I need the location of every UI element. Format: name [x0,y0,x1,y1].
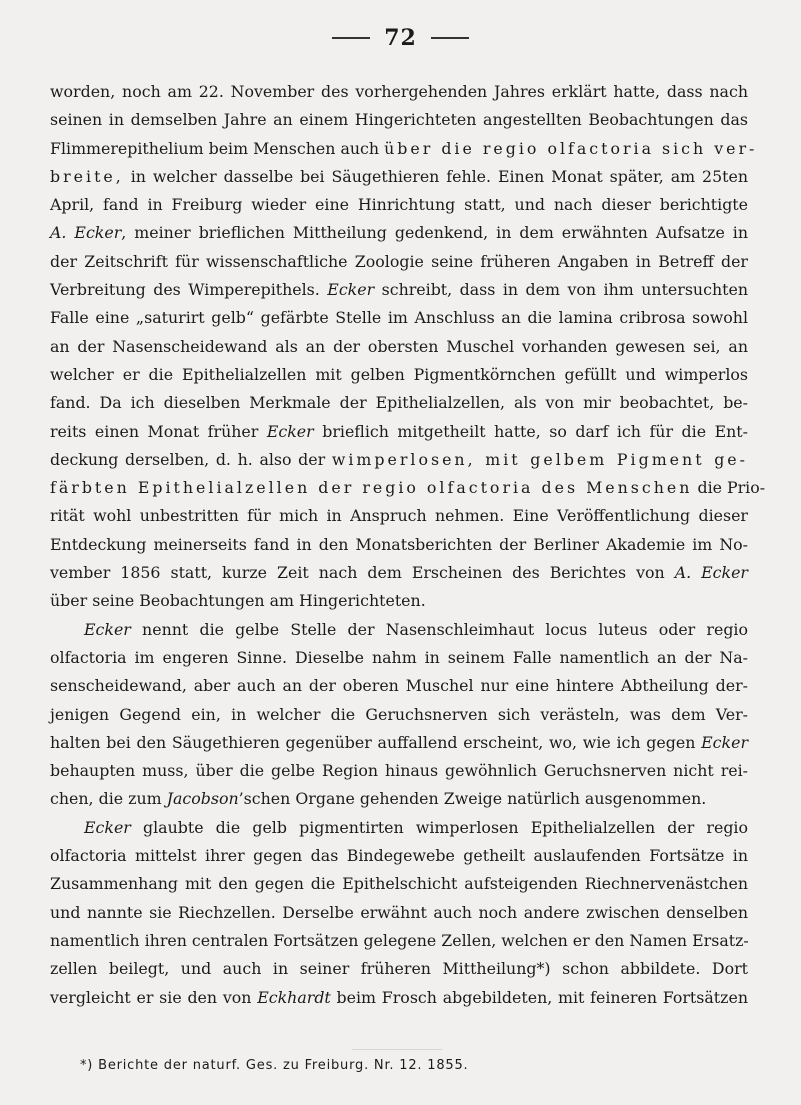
text-line [50,814,748,842]
italic-name: A. Ecker [50,223,122,243]
italic-name: Ecker [327,280,375,300]
text-line [50,333,748,361]
text-line [50,361,748,389]
text-line [50,587,748,615]
body-text [50,78,766,1012]
text-line [50,531,748,559]
text-line [50,955,748,983]
text-segment: halten bei den Säugethieren gegenüber auffallend erscheint, wo, wie ich gegen [50,732,702,752]
text-line [50,559,748,587]
italic-name: Eckhardt [257,987,331,1007]
text-line [50,842,748,870]
spaced-emphasis: über die regio olfactoria sich ver- [384,138,758,158]
text-segment: Verbreitung des Wimperepithels. [50,280,328,300]
text-line [50,502,748,530]
text-line [50,163,748,191]
italic-name: A. Ecker [674,563,748,583]
page-number: 72 [384,25,417,51]
text-segment: worden, noch am 22. November des vorhergehenden Jahres erklärt hatte, dass nach [50,82,748,101]
text-segment: nennt die gelbe Stelle der Nasenschleimhaut locus luteus oder regio [130,619,748,639]
text-line [50,304,748,332]
spaced-emphasis: breite, [50,166,124,186]
page-header [0,20,801,56]
italic-name: Ecker [84,619,131,639]
text-line [50,701,748,729]
text-line [50,446,748,474]
header-rule-right [431,37,469,39]
text-line [50,389,748,417]
text-segment: , meiner brieflichen Mittheilung gedenkend, in dem erwähnten Aufsatze in [121,223,748,243]
text-segment: rität wohl unbestritten für mich in Anspruch nehmen. Eine Veröffentlichung dieser [50,506,748,526]
header-rule-left [332,37,370,39]
text-segment: ’schen Organe gehenden Zweige natürlich ausgenommen. [238,789,707,809]
text-line [50,616,748,644]
text-segment: behaupten muss, über die gelbe Region hinaus gewöhnlich Geruchsnerven nicht rei- [50,761,748,781]
text-segment: und nannte sie Riechzellen. Derselbe erwähnt auch noch andere zwischen denselben [50,902,748,922]
text-line [50,644,748,672]
spaced-emphasis: färbten Epithelialzellen der regio olfactoria des Menschen [50,478,693,498]
text-line [50,106,748,134]
text-segment: an der Nasenscheidewand als an der obersten Muschel vorhanden gewesen sei, an [50,336,748,356]
text-segment: die Prio- [692,478,766,498]
text-line [50,474,766,502]
text-line [50,219,748,247]
text-line [50,927,748,955]
text-segment: brieflich mitgetheilt hatte, so darf ich für die Ent- [313,421,748,441]
text-line [50,757,748,785]
text-segment: senscheidewand, aber auch an der oberen Muschel nur eine hintere Abtheilung der- [50,676,748,696]
text-segment: der Zeitschrift für wissenschaftliche Zoologie seine früheren Angaben in Betreff der [50,251,748,271]
text-segment: olfactoria mittelst ihrer gegen das Bindegewebe getheilt auslaufenden Fortsätze in [50,846,748,866]
text-segment: seinen in demselben Jahre an einem Hingerichteten angestellten Beobachtungen das [50,110,748,130]
text-line [50,672,748,700]
text-segment: in welcher dasselbe bei Säugethieren fehle. Einen Monat später, am 25ten [123,166,748,186]
text-segment: April, fand in Freiburg wieder eine Hinrichtung statt, und nach dieser berichtigte [50,195,748,215]
text-segment: beim Frosch abgebildeten, mit feineren Fortsätzen [330,987,748,1007]
text-segment: chen, die zum [50,789,167,809]
text-line [50,78,748,106]
text-line [50,899,748,927]
text-segment: Zusammenhang mit den gegen die Epithelschicht aufsteigenden Riechnervenästchen [50,874,748,894]
text-segment: über seine Beobachtungen am Hingerichteten. [50,591,426,611]
footnote-divider [352,1049,442,1050]
text-segment: vember 1856 statt, kurze Zeit nach dem Erscheinen des Berichtes von [50,563,675,583]
text-segment: Falle eine „saturirt gelb“ gefärbte Stelle im Anschluss an die lamina cribrosa sowohl [50,308,748,328]
footnote: *) Berichte der naturf. Ges. zu Freiburg. Nr. 12. 1855. [80,1058,469,1073]
italic-name: Ecker [84,817,131,837]
text-segment: zellen beilegt, und auch in seiner früheren Mittheilung*) schon abbildete. Dort [50,959,748,979]
italic-name: Ecker [266,421,314,441]
text-segment: schreibt, dass in dem von ihm untersuchten [374,280,748,300]
italic-name: Jacobson [166,789,239,809]
text-segment: fand. Da ich dieselben Merkmale der Epithelialzellen, als von mir beobachtet, be- [50,393,748,413]
text-segment: Flimmerepithelium beim Menschen auch [50,138,385,158]
text-segment: vergleicht er sie den von [50,987,258,1007]
text-segment: Entdeckung meinerseits fand in den Monatsberichten der Berliner Akademie im No- [50,534,748,554]
text-line [50,418,748,446]
text-line [50,870,748,898]
text-line [50,984,748,1012]
text-segment: namentlich ihren centralen Fortsätzen gelegene Zellen, welchen er den Namen Ersatz- [50,930,749,950]
text-line [50,135,758,163]
text-segment: welcher er die Epithelialzellen mit gelben Pigmentkörnchen gefüllt und wimperlos [50,364,748,384]
text-line [50,248,748,276]
text-line [50,191,748,219]
italic-name: Ecker [701,732,748,752]
text-segment: glaubte die gelb pigmentirten wimperlosen Epithelialzellen der regio [130,817,748,837]
text-line [50,729,748,757]
text-segment: reits einen Monat früher [50,421,267,441]
text-segment: jenigen Gegend ein, in welcher die Geruchsnerven sich verästeln, was dem Ver- [50,704,748,724]
text-segment: deckung derselben, d. h. also der [50,449,332,469]
spaced-emphasis: wimperlosen, mit gelbem Pigment ge- [331,449,748,469]
text-segment: olfactoria im engeren Sinne. Dieselbe nahm in seinem Falle namentlich an der Na- [50,647,748,667]
text-line [50,785,748,813]
text-line [50,276,748,304]
